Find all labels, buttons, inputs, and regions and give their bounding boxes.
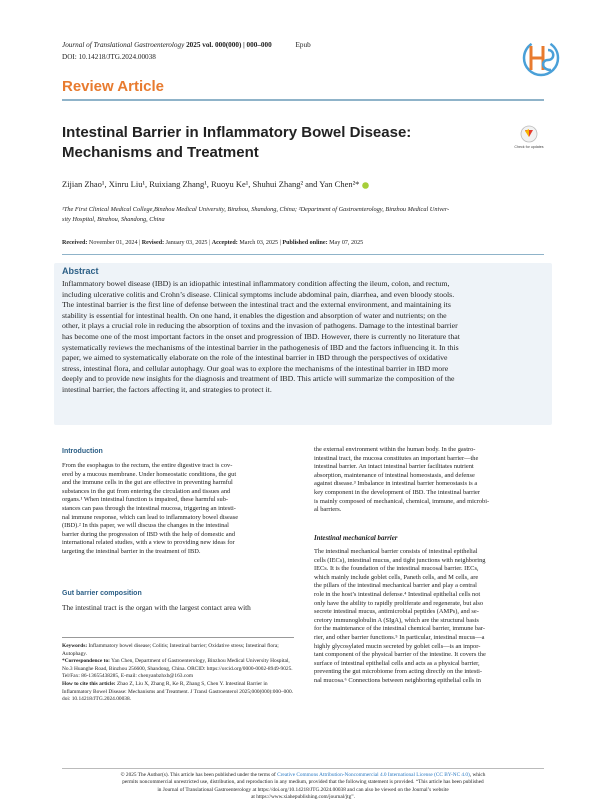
introduction-heading: Introduction	[62, 448, 103, 455]
journal-volume: 2025 vol. 000(000) | 000–000	[186, 41, 272, 49]
journal-name: Journal of Translational Gastroenterology	[62, 41, 185, 49]
accepted-date: March 03, 2025	[239, 240, 279, 246]
body-line: nal immune response, which can lead to inflammatory bowel disease	[62, 513, 239, 521]
footnote-divider	[62, 637, 294, 638]
check-updates-label: Check for updates	[514, 145, 544, 149]
author-list: Zijian Zhao¹, Xinru Liu¹, Ruixiang Zhang¹, Ruoyu Ke¹, Shuhui Zhang² and Yan Chen²*	[62, 179, 360, 189]
article-type: Review Article	[62, 78, 164, 95]
affiliation-line: ¹The First Clinical Medical College,Binzhou Medical University, Binzhou, Shandong, China; ²Department of Gastroenterology, Binzhou Medical Univer-	[62, 206, 450, 213]
license-text: at https://www.xiahepublishing.com/journal/jtg”.	[251, 794, 355, 801]
license-footer	[62, 772, 544, 802]
received-label: Received:	[62, 240, 88, 246]
check-for-updates-icon[interactable]	[516, 124, 542, 154]
affiliation-line: sity Hospital, Binzhou, Shandong, China	[62, 216, 165, 223]
license-text: permits noncommercial unrestricted use, distribution, and reproduction in any medium, provided that the following statement is provided. “This article has been published	[122, 779, 484, 786]
body-line: barrier during the progression of IBD with the help of domestic and	[62, 530, 236, 538]
body-line: tant component of the physical barrier of the intestine. It covers the	[314, 651, 486, 659]
published-date: May 07, 2025	[329, 240, 364, 246]
correspondence-label: *Correspondence to:	[62, 658, 110, 665]
body-line: highly glycosylated mucin secreted by goblet cells—is an impor-	[314, 642, 481, 650]
body-line: absorption, maintenance of intestinal homeostasis, and defense	[314, 471, 475, 479]
abstract-line: has become one of the most important factors in the onset and progression of IBD. However, there is currently no literature that	[62, 331, 460, 341]
body-line: al barriers.	[314, 506, 342, 514]
body-line: targeting the intestinal barrier in the treatment of IBD.	[62, 547, 201, 555]
revised-date: January 03, 2025	[165, 240, 208, 246]
body-line: IECs. It is the foundation of the intestinal mucosal barrier. IECs,	[314, 565, 479, 573]
orcid-icon[interactable]	[362, 182, 369, 189]
abstract-line: stress, intestinal flora, and cellular autophagy. Our goal was to explore the mechanisms of the intestinal barrier in IBD more	[62, 363, 449, 373]
introduction-text	[62, 462, 294, 557]
body-line: substances in the gut from entering the circulation and tissues and	[62, 487, 231, 495]
published-label: Published online:	[282, 240, 328, 246]
body-line: key component in the development of IBD. The intestinal barrier	[314, 488, 480, 496]
dates-divider	[62, 254, 544, 255]
abstract-line: deeply and to provide new insights for the diagnosis and treatment of IBD. This article will summarize the composition of the	[62, 374, 455, 384]
body-line: nal mucosa.⁶ Connections between neighboring epithelial cells in	[314, 676, 481, 684]
epub-label: Epub	[295, 41, 311, 49]
cite-label: How to cite this article:	[62, 680, 116, 687]
mechanical-barrier-heading: Intestinal mechanical barrier	[314, 535, 398, 542]
abstract-line: stability is essential for intestinal health. On one hand, it enables the digestion and absorption of water and nutrients; on the	[62, 310, 447, 320]
mechanical-barrier-text	[314, 548, 544, 686]
abstract-line: including ulcerative colitis and Crohn’s disease. Clinical symptoms include abdominal pain, diarrhea, and even bloody stools.	[62, 289, 455, 299]
title-line: Mechanisms and Treatment	[62, 144, 259, 161]
citation: Zhao Z, Liu X, Zhang R, Ke R, Zhang S, Chen Y. Intestinal Barrier in Inflammatory Bowel Disease: Mechanisms and Treatment. J Transl Gastroenterol 2025;000(000):000–000. doi: 10.14218/JTG.2024.00038.	[62, 680, 294, 703]
keywords: Inflammatory bowel disease; Colitis; Intestinal barrier; Oxidative stress; Intestinal flora; Autophagy.	[62, 643, 279, 657]
journal-citation	[62, 41, 311, 49]
abstract-line: The intestinal barrier is the first line of defense between the intestinal tract and the external environment, and maintaining its	[62, 300, 451, 310]
abstract-line: paper, we aimed to systematically elaborate on the role of the intestinal barrier in IBD through the perspectives of oxidative	[62, 353, 448, 363]
gut-barrier-text	[62, 604, 294, 613]
body-line: the pillars of the intestinal mechanical barrier and play a central	[314, 582, 477, 590]
body-line: From the esophagus to the rectum, the entire digestive tract is cov-	[62, 462, 233, 469]
body-line: The intestinal mechanical barrier consists of intestinal epithelial	[314, 548, 478, 555]
body-line: role in the host’s intestinal defense.⁴ Intestinal epithelial cells not	[314, 590, 481, 598]
accepted-label: Accepted:	[211, 240, 238, 246]
body-line: cretory immunoglobulin A (SIgA), which are the structural basis	[314, 616, 479, 624]
received-date: November 01, 2024	[88, 240, 138, 246]
body-line: international related studies, with a view to providing new ideas for	[62, 539, 235, 547]
abstract-heading: Abstract	[62, 266, 99, 276]
body-line: cells (IECs), intestinal mucus, and tight junctions with neighboring	[314, 556, 486, 564]
body-line: (IBD).² In this paper, we will discuss the changes in the intestinal	[62, 522, 229, 530]
abstract-text	[62, 279, 546, 396]
gut-barrier-heading: Gut barrier composition	[62, 590, 142, 597]
body-line: surface of intestinal epithelial cells and acts as a physical barrier,	[314, 659, 480, 667]
body-line: and the immune cells in the gut are effective in preventing harmful	[62, 479, 233, 487]
body-line: intestinal tract, the mucosa constitutes an important barrier—the	[314, 454, 479, 462]
body-line: preventing the gut microbiome from acting directly on the intesti-	[314, 668, 483, 676]
abstract-line: systematically reviews the mechanisms of the intestinal barrier in the pathogenesis of IBD and the factors influencing it. In this	[62, 342, 459, 352]
body-line: only have the ability to rapidly proliferate and regenerate, but also	[314, 599, 484, 607]
body-line: against disease.³ Imbalance in intestinal barrier homeostasis is a	[314, 480, 478, 488]
body-line: organs.¹ When intestinal function is impaired, these harmful sub-	[62, 496, 229, 504]
keywords-label: Keywords:	[62, 643, 88, 649]
body-line: is mainly composed of mechanical, chemical, immune, and microbi-	[314, 497, 490, 505]
header-divider	[62, 99, 544, 101]
license-text: © 2025 The Author(s). This article has been published under the terms of	[120, 772, 278, 778]
correspondence: Yan Chen, Department of Gastroenterology, Binzhou Medical University Hospital, No.3 Huanghe Road, Binzhou 256600, Shandong, China. ORCID: https://orcid.org/0000-0002-8949-9025. Tel/Fax: 86-13655438285, E-mail: chenyanbzhxb@163.com	[62, 658, 293, 680]
affiliations	[62, 205, 544, 225]
license-link[interactable]: Creative Commons Attribution-Noncommercial 4.0 International License (CC BY-NC 4.0)	[277, 772, 470, 778]
doi[interactable]: DOI: 10.14218/JTG.2024.00038	[62, 53, 156, 61]
body-line: for the maintenance of the intestinal chemical barrier, immune bar-	[314, 625, 486, 633]
footer-divider	[62, 768, 544, 769]
body-line: rier, and other barrier functions.⁵ In particular, intestinal mucus—a	[314, 633, 485, 641]
abstract-line: intestinal barrier, the factors affecting it, and strategies to protect it.	[62, 384, 272, 394]
abstract-line: Inflammatory bowel disease (IBD) is an idiopathic intestinal inflammatory condition affecting the ileum, colon, and rectum,	[62, 279, 450, 288]
title-line: Intestinal Barrier in Inflammatory Bowel Disease:	[62, 124, 412, 141]
license-text: , which	[469, 772, 486, 778]
abstract-line: other, it plays a crucial role in reducing the absorption of toxins and the invasion of pathogens. Damage to the intestinal barrier	[62, 321, 458, 331]
journal-logo-icon	[521, 38, 561, 78]
body-line: The intestinal tract is the organ with the largest contact area with	[62, 603, 251, 612]
footnotes	[62, 643, 294, 704]
body-line: intestinal barrier. An intact intestinal barrier facilitates nutrient	[314, 463, 474, 471]
article-title	[62, 123, 482, 163]
body-line: which mainly include goblet cells, Paneth cells, and M cells, are	[314, 573, 479, 581]
introduction-continued	[314, 446, 544, 515]
article-dates: Received: November 01, 2024 | Revised: January 03, 2025 | Accepted: March 03, 2025 | Published online: May 07, 2025	[62, 240, 364, 246]
body-line: stances can pass through the intestinal mucosa, triggering an intesti-	[62, 504, 236, 512]
body-line: the external environment within the human body. In the gastro-	[314, 446, 476, 453]
authors	[62, 179, 369, 189]
body-line: secrete intestinal mucus, antimicrobial peptides (AMPs), and se-	[314, 608, 479, 616]
license-text: in Journal of Translational Gastroenterology at https://doi.org/10.14218/JTG.2024.00038 and can also be viewed on the Journal’s website	[157, 786, 449, 793]
body-line: ered by a mucous membrane. Under homeostatic conditions, the gut	[62, 470, 237, 478]
revised-label: Revised:	[141, 240, 165, 246]
